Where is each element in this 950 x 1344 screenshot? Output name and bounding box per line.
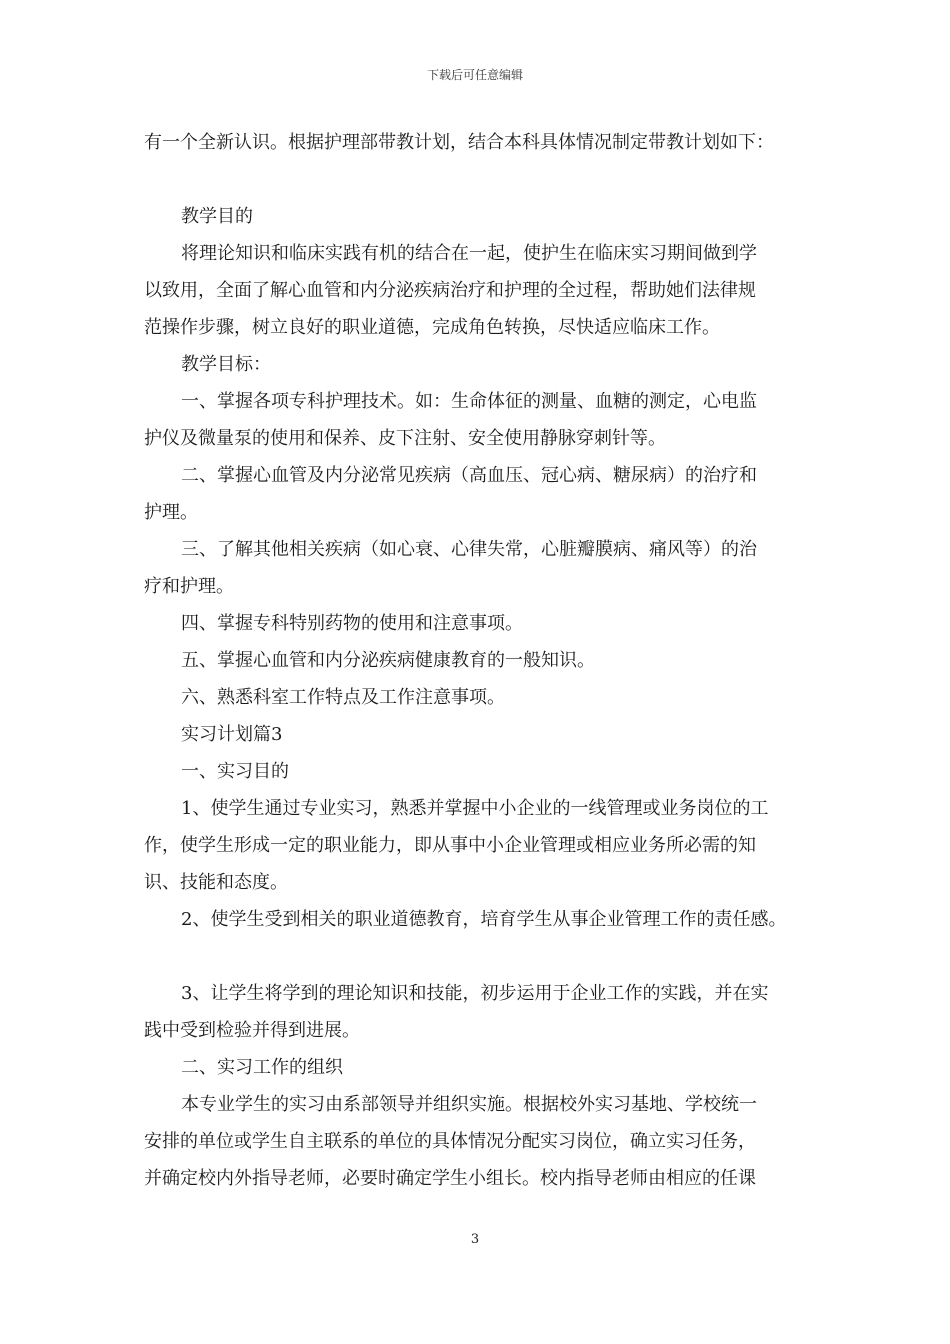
text-line: 安排的单位或学生自主联系的单位的具体情况分配实习岗位，确立实习任务， <box>144 1131 756 1152</box>
text-line: 以致用，全面了解心血管和内分泌疾病治疗和护理的全过程，帮助她们法律规 <box>144 280 756 301</box>
text-line: 2、使学生受到相关的职业道德教育，培育学生从事企业管理工作的责任感。 <box>181 909 787 930</box>
text-line: 三、了解其他相关疾病（如心衰、心律失常，心脏瓣膜病、痛风等）的治 <box>181 539 757 560</box>
text-line: 1、使学生通过专业实习，熟悉并掌握中小企业的一线管理或业务岗位的工 <box>181 798 769 819</box>
text-line: 践中受到检验并得到进展。 <box>144 1020 360 1041</box>
text-line: 四、掌握专科特别药物的使用和注意事项。 <box>181 613 523 634</box>
section-heading: 教学目标： <box>181 354 271 375</box>
section-heading: 一、实习目的 <box>181 761 289 782</box>
section-heading: 二、实习工作的组织 <box>181 1057 343 1078</box>
text-line: 疗和护理。 <box>144 576 234 597</box>
text-line: 并确定校内外指导老师，必要时确定学生小组长。校内指导老师由相应的任课 <box>144 1168 756 1189</box>
text-line: 一、掌握各项专科护理技术。如：生命体征的测量、血糖的测定，心电监 <box>181 391 757 412</box>
text-line: 六、熟悉科室工作特点及工作注意事项。 <box>181 687 505 708</box>
text-line: 识、技能和态度。 <box>144 872 288 893</box>
text-line: 五、掌握心血管和内分泌疾病健康教育的一般知识。 <box>181 650 595 671</box>
text-line: 3、让学生将学到的理论知识和技能，初步运用于企业工作的实践，并在实 <box>181 983 769 1004</box>
paragraph-gap <box>144 938 824 975</box>
page-header: 下载后可任意编辑 <box>426 68 523 82</box>
page-number: 3 <box>470 1232 480 1247</box>
text-line: 二、掌握心血管及内分泌常见疾病（高血压、冠心病、糖尿病）的治疗和 <box>181 465 757 486</box>
text-line: 范操作步骤，树立良好的职业道德，完成角色转换，尽快适应临床工作。 <box>144 317 720 338</box>
text-line: 作，使学生形成一定的职业能力，即从事中小企业管理或相应业务所必需的知 <box>144 835 756 856</box>
text-line: 本专业学生的实习由系部领导并组织实施。根据校外实习基地、学校统一 <box>181 1094 757 1115</box>
text-line: 护理。 <box>144 502 198 523</box>
section-heading: 实习计划篇3 <box>181 724 283 745</box>
document-body <box>144 124 824 1197</box>
text-line: 有一个全新认识。根据护理部带教计划，结合本科具体情况制定带教计划如下： <box>144 132 774 153</box>
paragraph-gap <box>144 161 824 198</box>
text-line: 护仪及微量泵的使用和保养、皮下注射、安全使用静脉穿刺针等。 <box>144 428 666 449</box>
section-heading: 教学目的 <box>181 206 253 227</box>
text-line: 将理论知识和临床实践有机的结合在一起，使护生在临床实习期间做到学 <box>181 243 757 264</box>
